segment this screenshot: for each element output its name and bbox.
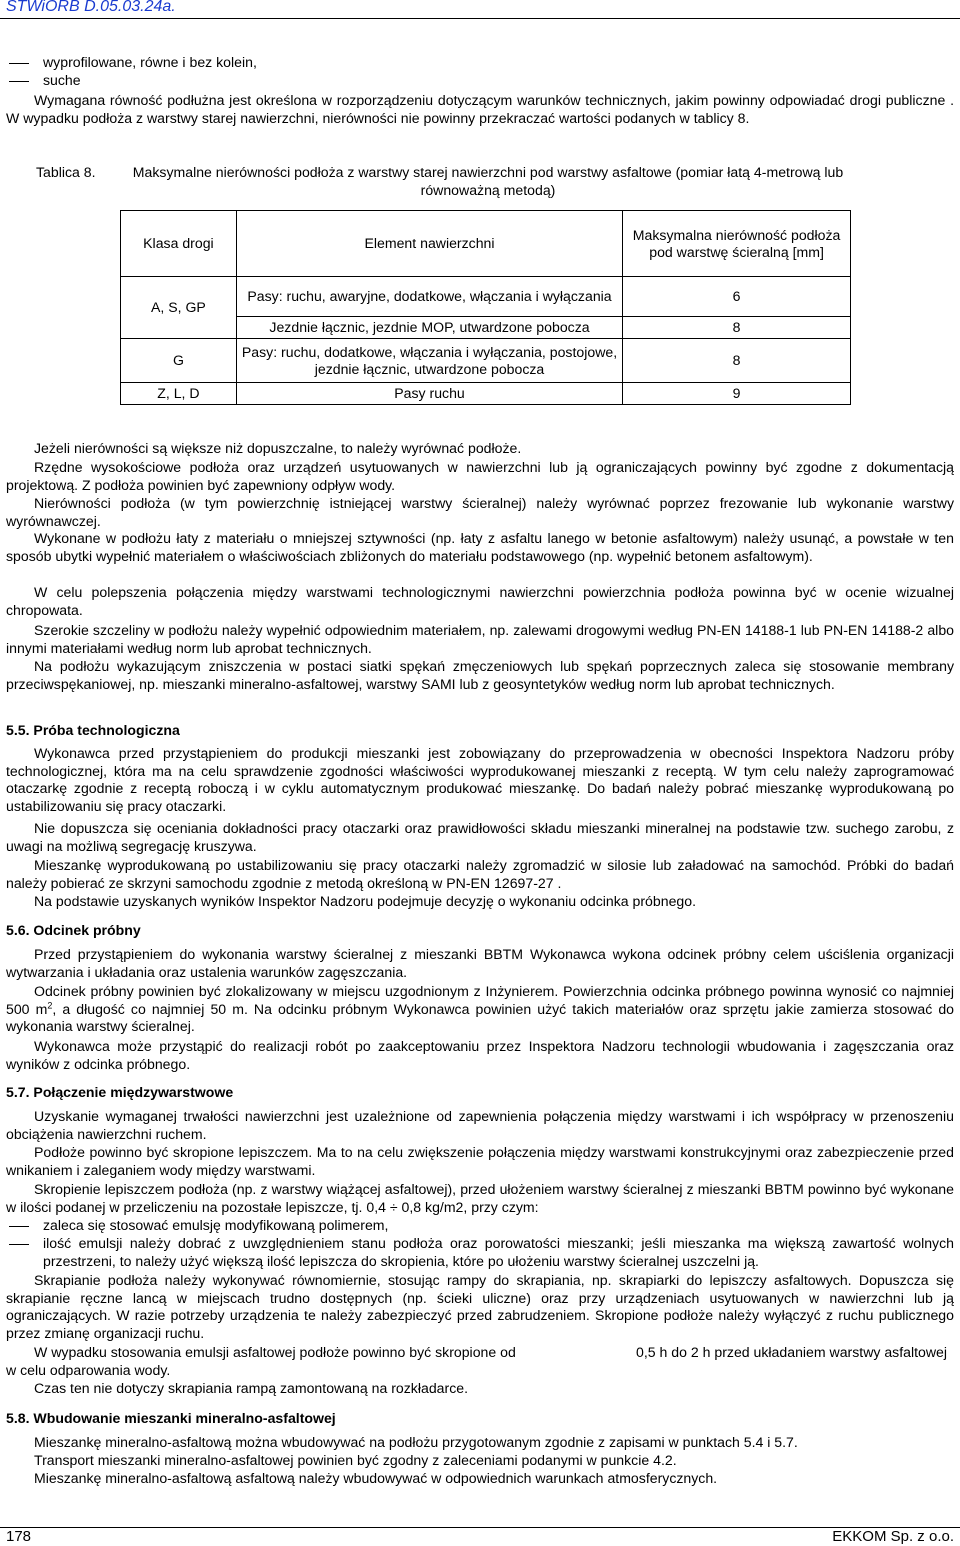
table-cell: Pasy: ruchu, awaryjne, dodatkowe, włączania i wyłączania [236, 277, 622, 317]
table-cell: Jezdnie łącznic, jezdnie MOP, utwardzone pobocza [236, 317, 622, 339]
section-heading: 5.7. Połączenie międzywarstwowe [6, 1084, 234, 1100]
paragraph: Wymagana równość podłużna jest określona w rozporządzeniu dotyczącym warunków technicznych, jakim powinny odpowiadać drogi publiczne . W wypadku podłoża z warstwy starej nawierzchni, nierówności nie powinny przekraczać wartości podanych w tablicy 8. [6, 92, 954, 126]
table-cell: 6 [623, 277, 851, 317]
section-heading: 5.8. Wbudowanie mieszanki mineralno-asfaltowej [6, 1410, 336, 1426]
paragraph: W wypadku stosowania emulsji asfaltowej podłoże powinno być skropione od 0,5 h do 2 h przed układaniem warstwy asfaltowej [34, 1344, 948, 1360]
paragraph: Skropienie lepiszczem podłoża (np. z warstwy wiążącej asfaltowej), przed ułożeniem warstwy ścieralnej z mieszanki BBTM powinno być wykonane w ilości podanej w przeliczeniu na pozostałe lepiszcze, tj. 0,4 ÷ 0,8 kg/m2, przy czym: [6, 1181, 954, 1215]
paragraph: W celu polepszenia połączenia między warstwami technologicznymi nawierzchni powierzchnia podłoża powinna być w ocenie wizualnej chropowata. [6, 584, 954, 618]
paragraph: Mieszankę mineralno-asfaltową asfaltową należy wbudowywać w odpowiednich warunkach atmosferycznych. [34, 1470, 718, 1486]
document-id: STWiORB D.05.03.24a. [6, 0, 176, 15]
paragraph: Mieszankę mineralno-asfaltową można wbudowywać na podłożu przygotowanym zgodnie z zapisami w punktach 5.4 i 5.7. [34, 1434, 798, 1450]
table-cell: G [121, 339, 237, 383]
table-cell: Pasy ruchu [236, 383, 622, 405]
paragraph: Transport mieszanki mineralno-asfaltowej powinien być zgodny z zaleceniami podanymi w punkcie 4.2. [34, 1452, 677, 1468]
list-item: zaleca się stosować emulsję modyfikowaną polimerem, [6, 1217, 954, 1235]
list-item: ilość emulsji należy dobrać z uwzględnieniem stanu podłoża oraz porowatości mieszanki; jeśli mieszanka ma większą zawartość wolnych przestrzeni, to należy użyć większą ilość lepiszcza do skropienia, które po ułożeniu warstwy ścieralnej uszczelni ją. [6, 1235, 954, 1270]
table-label: Tablica 8. [36, 164, 96, 180]
paragraph: Jeżeli nierówności są większe niż dopuszczalne, to należy wyrównać podłoże. [34, 440, 522, 456]
paragraph: Szerokie szczeliny w podłożu należy wypełnić odpowiednim materiałem, np. zalewami drogowymi według PN-EN 14188-1 lub PN-EN 14188-2 albo innymi materiałami według norm lub aprobat technicznych. [6, 622, 954, 656]
paragraph: Na podłożu wykazującym zniszczenia w postaci siatki spękań zmęczeniowych lub spękań poprzecznych zaleca się stosowanie membrany przeciwspękaniowej, np. mieszanki mineralno-asfaltowej, warstwy SAMI lub z geosyntetyków według norm lub aprobat technicznych. [6, 658, 954, 692]
paragraph: Skrapianie podłoża należy wykonywać równomiernie, stosując rampy do skrapiania, np. skrapiarki do lepiszczy asfaltowych. Dopuszcza się skrapianie ręczne lancą w miejscach trudno dostępnych (np. ścieki uliczne) oraz przy urządzeniach usytuowanych w nawierzchni lub ją ograniczających. W razie potrzeby urządzenia te należy zabezpieczyć przed zabrudzeniem. Skropione podłoże należy wyłączyć z ruchu publicznego przez zmianę organizacji ruchu. [6, 1272, 954, 1341]
paragraph: Wykonane w podłożu łaty z materiału o mniejszej sztywności (np. łaty z asfaltu lanego w betonie asfaltowym) należy usunąć, a powstałe w ten sposób ubytki wypełnić materiałem o właściwościach zbliżonych do materiału podstawowego (np. wypełnić betonem asfaltowym). [6, 530, 954, 564]
paragraph: Wykonawca przed przystąpieniem do produkcji mieszanki jest zobowiązany do przeprowadzenia w obecności Inspektora Nadzoru próby technologicznej, która ma na celu sprawdzenie zgodności właściwości wyprodukowanej mieszanki z receptą. W tym celu należy zaprogramować otaczarkę zgodnie z receptą roboczą i w cyklu automatycznym produkować mieszankę. Do badań należy pobrać mieszankę wyprodukowaną po ustabilizowaniu się pracy otaczarki. [6, 745, 954, 814]
paragraph: Czas ten nie dotyczy skrapiania rampą zamontowaną na rozkładarce. [34, 1380, 468, 1396]
paragraph: Wykonawca może przystąpić do realizacji robót po zaakceptowaniu przez Inspektora Nadzoru technologii wbudowania i zagęszczania oraz wyników z odcinka próbnego. [6, 1038, 954, 1072]
paragraph: Uzyskanie wymaganej trwałości nawierzchni jest uzależnione od zapewnienia połączenia między warstwami i ich współpracy w przenoszeniu obciążenia nawierzchni ruchem. [6, 1108, 954, 1142]
header-divider [0, 18, 960, 19]
paragraph: Na podstawie uzyskanych wyników Inspektor Nadzoru podejmuje decyzję o wykonaniu odcinka próbnego. [34, 893, 696, 909]
paragraph: Podłoże powinno być skropione lepiszczem. Ma to na celu zwiększenie połączenia między warstwami konstrukcyjnymi oraz zabezpieczenie przed wnikaniem i zaleganiem wody między warstwami. [6, 1144, 954, 1178]
table-cell: 8 [623, 339, 851, 383]
paragraph: w celu odparowania wody. [6, 1362, 171, 1378]
section-heading: 5.5. Próba technologiczna [6, 722, 180, 738]
column-header: Element nawierzchni [236, 211, 622, 277]
paragraph: Rzędne wysokościowe podłoża oraz urządzeń usytuowanych w nawierzchni lub ją ograniczających powinny być zgodne z dokumentacją projektową. Z podłoża powinien być zapewniony odpływ wody. [6, 459, 954, 493]
column-header: Maksymalna nierówność podłoża pod warstwę ścieralną [mm] [623, 211, 851, 277]
table-caption: Maksymalne nierówności podłoża z warstwy starej nawierzchni pod warstwy asfaltowe (pomiar łatą 4-metrową lub równoważną metodą) [132, 164, 844, 198]
table-cell: Pasy: ruchu, dodatkowe, włączania i wyłączania, postojowe, jezdnie łącznic, utwardzone pobocza [236, 339, 622, 383]
table-cell: A, S, GP [121, 277, 237, 339]
section-heading: 5.6. Odcinek próbny [6, 922, 141, 938]
table-cell: 8 [623, 317, 851, 339]
company-name: EKKOM Sp. z o.o. [832, 1528, 954, 1545]
paragraph: Nie dopuszcza się oceniania dokładności pracy otaczarki oraz prawidłowości składu mieszanki mineralnej na podstawie tzw. suchego zarobu, z uwagi na możliwą segregację kruszywa. [6, 820, 954, 854]
table-cell: 9 [623, 383, 851, 405]
list-item: suche [6, 72, 954, 90]
paragraph: Nierówności podłoża (w tym powierzchnię istniejącej warstwy ścieralnej) należy wyrównać poprzez frezowanie lub wykonanie warstwy wyrównawczej. [6, 495, 954, 529]
table-8 [120, 210, 851, 405]
table-cell: Z, L, D [121, 383, 237, 405]
page-number: 178 [6, 1528, 32, 1545]
paragraph: Mieszankę wyprodukowaną po ustabilizowaniu się pracy otaczarki należy zgromadzić w silosie lub załadować na samochód. Próbki do badań należy pobierać ze skrzyni samochodu zgodnie z metodą określoną w PN-EN 12697-27 . [6, 857, 954, 891]
column-header: Klasa drogi [121, 211, 237, 277]
list-item: wyprofilowane, równe i bez kolein, [6, 54, 954, 72]
paragraph: Przed przystąpieniem do wykonania warstwy ścieralnej z mieszanki BBTM Wykonawca wykona odcinek próbny celem uściślenia organizacji wytwarzania i układania oraz ustalenia warunków zagęszczania. [6, 946, 954, 980]
footer-divider [0, 1527, 960, 1528]
paragraph: Odcinek próbny powinien być zlokalizowany w miejscu uzgodnionym z Inżynierem. Powierzchnia odcinka próbnego powinna wynosić co najmniej 500 $m^2$, a długość co najmniej 50 m. Na odcinku próbnym Wykonawca powinien użyć takich materiałów oraz sprzętu jakie zamierza stosować do wykonania warstwy ścieralnej. [6, 983, 955, 1035]
